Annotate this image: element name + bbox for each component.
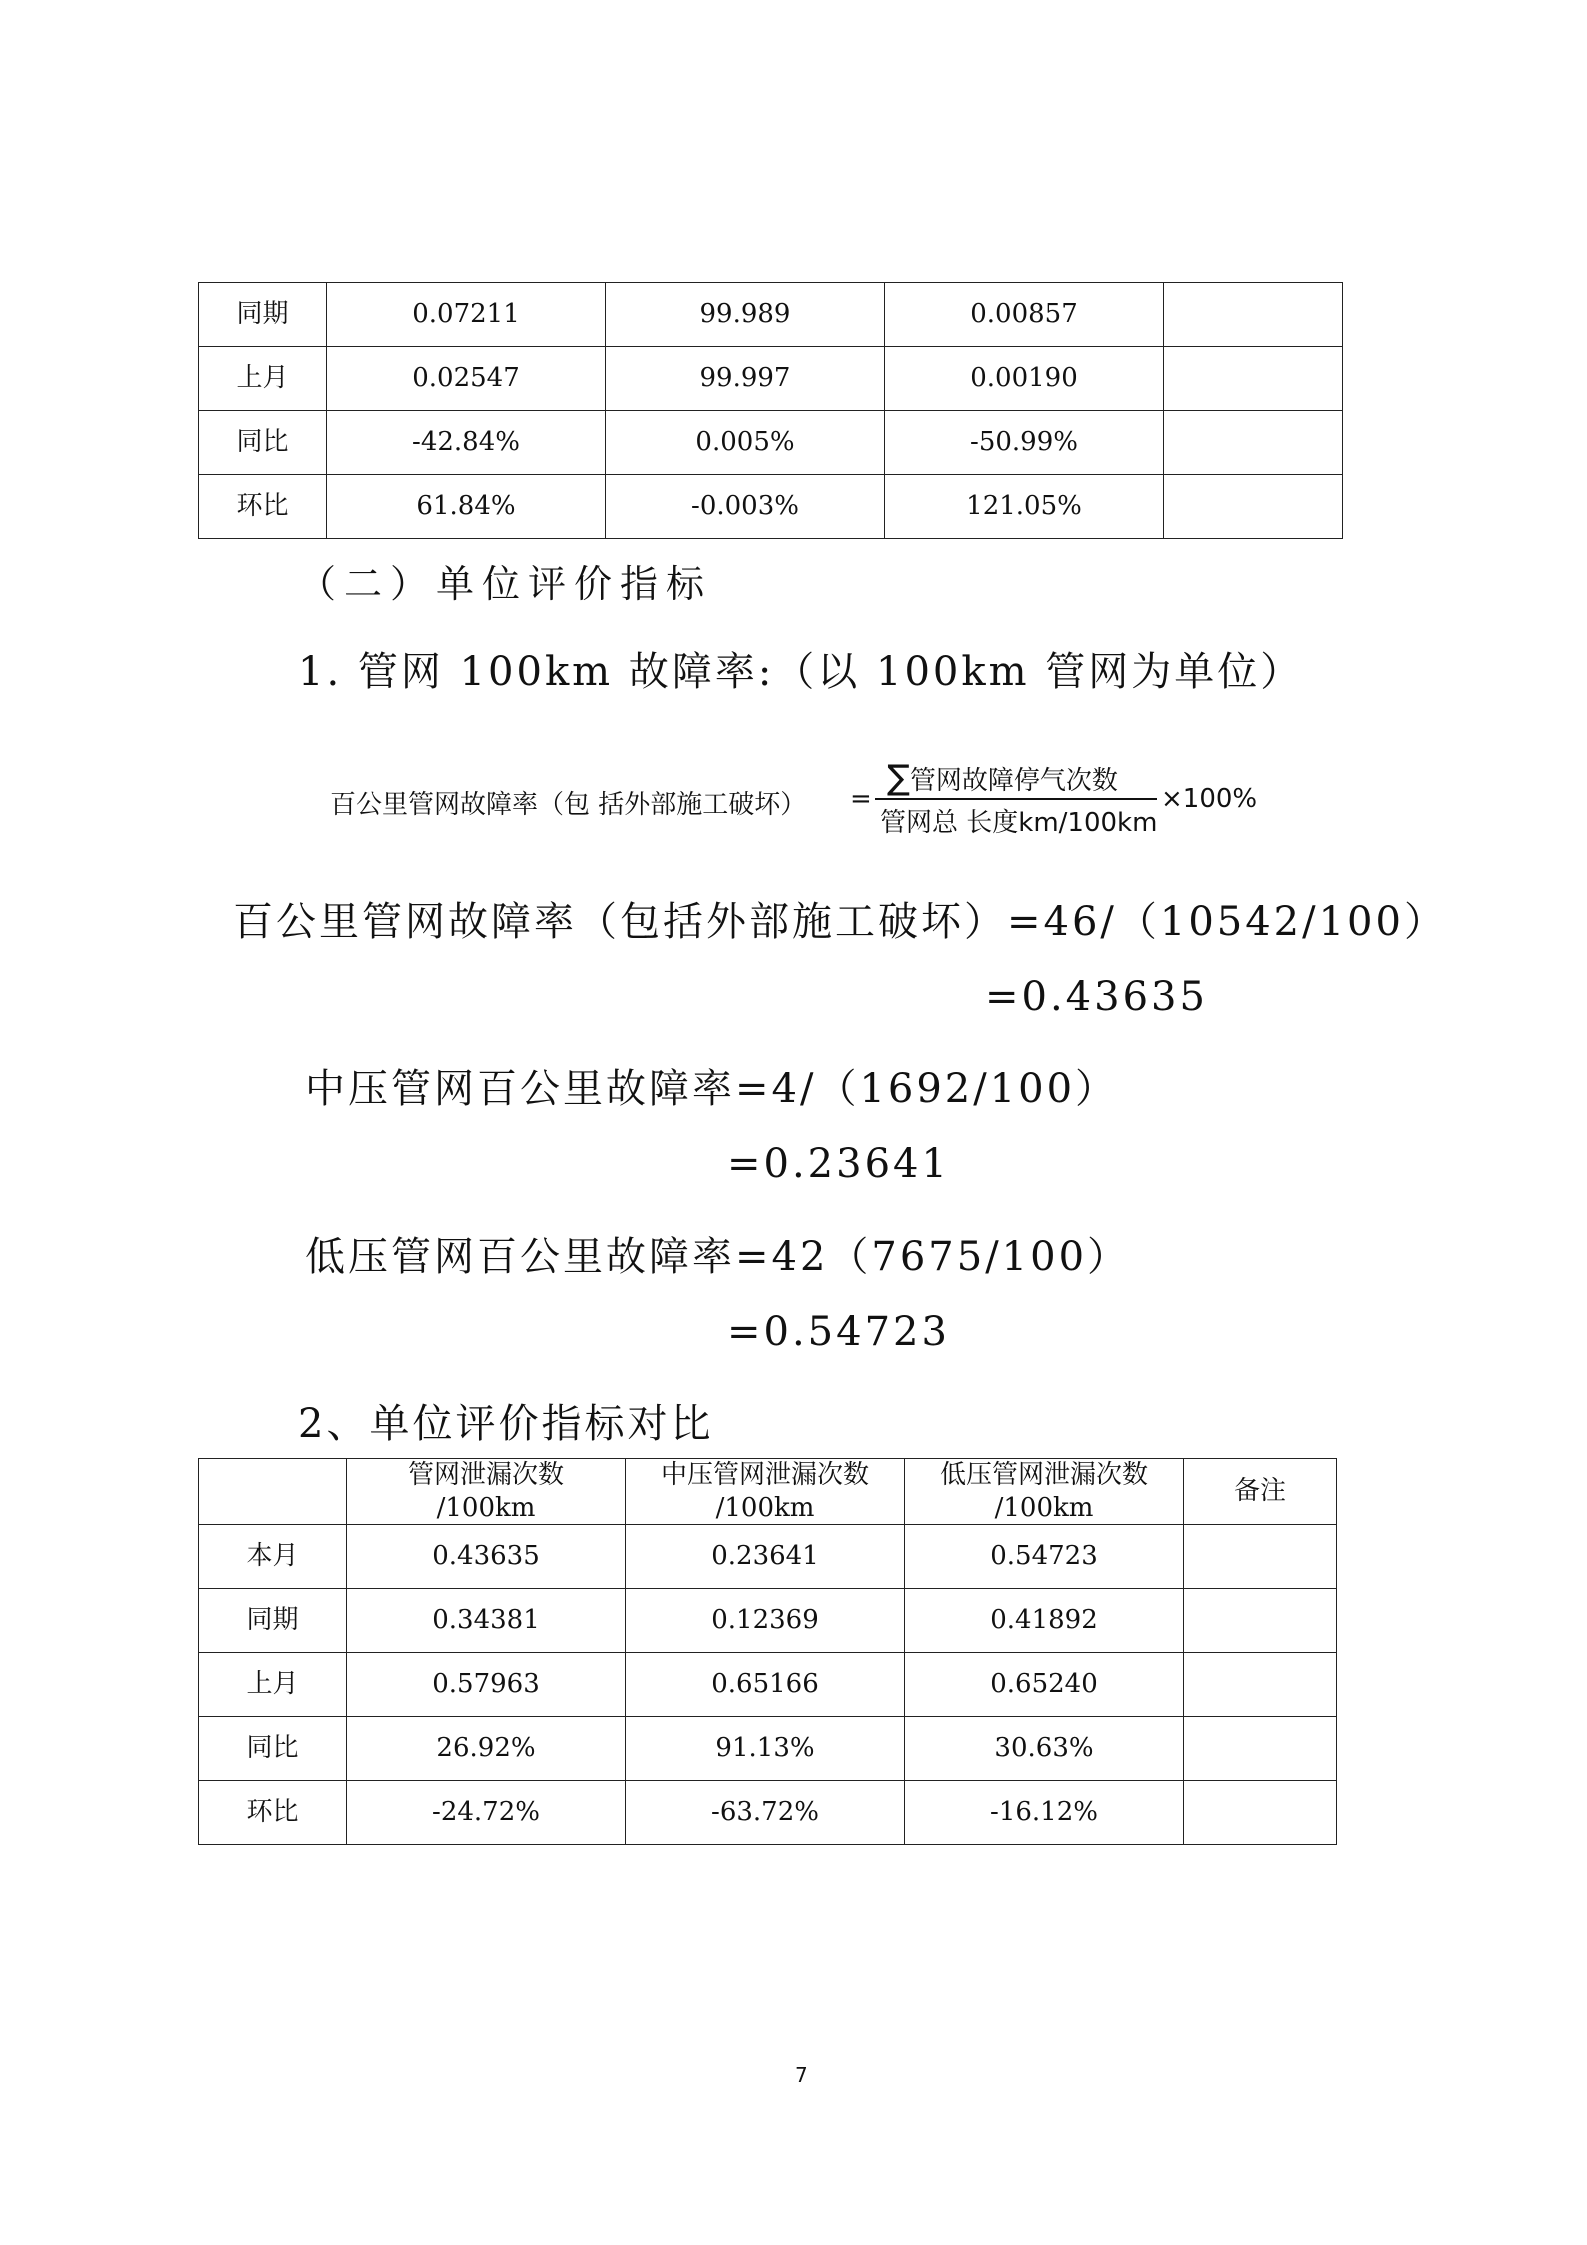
table-cell: 99.997 — [606, 347, 885, 411]
table-cell: 0.54723 — [905, 1525, 1184, 1589]
table-cell: 0.12369 — [626, 1589, 905, 1653]
header-unit: /100km — [715, 1492, 815, 1523]
table-cell: 0.00857 — [885, 283, 1164, 347]
row-label: 本月 — [199, 1525, 347, 1589]
table-cell: 0.65166 — [626, 1653, 905, 1717]
formula-lhs: 百公里管网故障率（包 括外部施工破坏） — [330, 790, 807, 820]
row-label: 环比 — [199, 1781, 347, 1845]
table-row — [199, 347, 1343, 411]
table-row — [199, 411, 1343, 475]
page-number: 7 — [795, 2063, 808, 2087]
table-cell: 0.41892 — [905, 1589, 1184, 1653]
remark-cell — [1184, 1525, 1337, 1589]
row-label: 上月 — [199, 1653, 347, 1717]
table-cell: 99.989 — [606, 283, 885, 347]
table-cell: -50.99% — [885, 411, 1164, 475]
table-cell: 0.34381 — [347, 1589, 626, 1653]
formula-numerator — [887, 758, 1118, 798]
formula — [330, 758, 1258, 838]
remark-cell — [1164, 283, 1343, 347]
table-row — [199, 1781, 1337, 1845]
remark-cell — [1184, 1781, 1337, 1845]
table-cell: -16.12% — [905, 1781, 1184, 1845]
table-cell: 91.13% — [626, 1717, 905, 1781]
table-cell: -0.003% — [606, 475, 885, 539]
metrics-table-top — [198, 282, 1343, 539]
table-row — [199, 475, 1343, 539]
row-label: 同比 — [199, 1717, 347, 1781]
header-unit: /100km — [994, 1492, 1094, 1523]
table-header-row — [199, 1459, 1337, 1525]
remark-cell — [1164, 347, 1343, 411]
unit-comparison-table — [198, 1458, 1337, 1845]
remark-cell — [1164, 411, 1343, 475]
table-cell: 61.84% — [327, 475, 606, 539]
header-cell: 备注 — [1184, 1459, 1337, 1525]
calc-result-low: =0.54723 — [727, 1309, 950, 1355]
table-cell: 26.92% — [347, 1717, 626, 1781]
calc-line-medium: 中压管网百公里故障率=4/（1692/100） — [305, 1066, 1119, 1112]
table-cell: 30.63% — [905, 1717, 1184, 1781]
header-cell — [199, 1459, 347, 1525]
header-cell — [626, 1459, 905, 1525]
numerator-text: 管网故障停气次数 — [909, 766, 1118, 796]
header-line: 低压管网泄漏次数 — [939, 1460, 1148, 1490]
calc-result-total: =0.43635 — [985, 974, 1208, 1020]
remark-cell — [1184, 1653, 1337, 1717]
table-cell: -42.84% — [327, 411, 606, 475]
table-cell: 0.65240 — [905, 1653, 1184, 1717]
header-cell — [905, 1459, 1184, 1525]
item-heading: 2、单位评价指标对比 — [298, 1401, 714, 1447]
table-cell: 0.005% — [606, 411, 885, 475]
formula-fraction — [875, 758, 1258, 838]
fraction-bar — [875, 798, 1157, 800]
calc-result-medium: =0.23641 — [727, 1141, 950, 1187]
header-cell — [347, 1459, 626, 1525]
formula-denominator: 管网总 长度km/100km — [880, 808, 1158, 838]
table-row — [199, 1653, 1337, 1717]
header-line: 管网泄漏次数 — [407, 1460, 564, 1490]
remark-cell — [1184, 1717, 1337, 1781]
item-heading: 1. 管网 100km 故障率:（以 100km 管网为单位） — [298, 649, 1304, 695]
table-cell: 121.05% — [885, 475, 1164, 539]
remark-cell — [1164, 475, 1343, 539]
table-cell: 0.43635 — [347, 1525, 626, 1589]
header-unit: /100km — [436, 1492, 536, 1523]
section-heading: （二）单位评价指标 — [298, 562, 713, 606]
table-cell: 0.57963 — [347, 1653, 626, 1717]
table-cell: 0.23641 — [626, 1525, 905, 1589]
row-label: 同期 — [199, 283, 327, 347]
table-cell: -63.72% — [626, 1781, 905, 1845]
table-cell: 0.02547 — [327, 347, 606, 411]
remark-cell — [1184, 1589, 1337, 1653]
row-label: 环比 — [199, 475, 327, 539]
table-cell: 0.00190 — [885, 347, 1164, 411]
table-row — [199, 1589, 1337, 1653]
table-row — [199, 1525, 1337, 1589]
header-line: 中压管网泄漏次数 — [660, 1460, 869, 1490]
calc-line-total: 百公里管网故障率（包括外部施工破坏）=46/（10542/100） — [233, 899, 1447, 945]
calc-line-low: 低压管网百公里故障率=42（7675/100） — [305, 1234, 1131, 1280]
table-row — [199, 1717, 1337, 1781]
sum-symbol: ∑ — [887, 758, 910, 798]
row-label: 上月 — [199, 347, 327, 411]
row-label: 同比 — [199, 411, 327, 475]
formula-equals: = — [850, 784, 872, 814]
table-cell: -24.72% — [347, 1781, 626, 1845]
formula-multiplier: ×100% — [1161, 784, 1258, 814]
table-row — [199, 283, 1343, 347]
table-cell: 0.07211 — [327, 283, 606, 347]
row-label: 同期 — [199, 1589, 347, 1653]
